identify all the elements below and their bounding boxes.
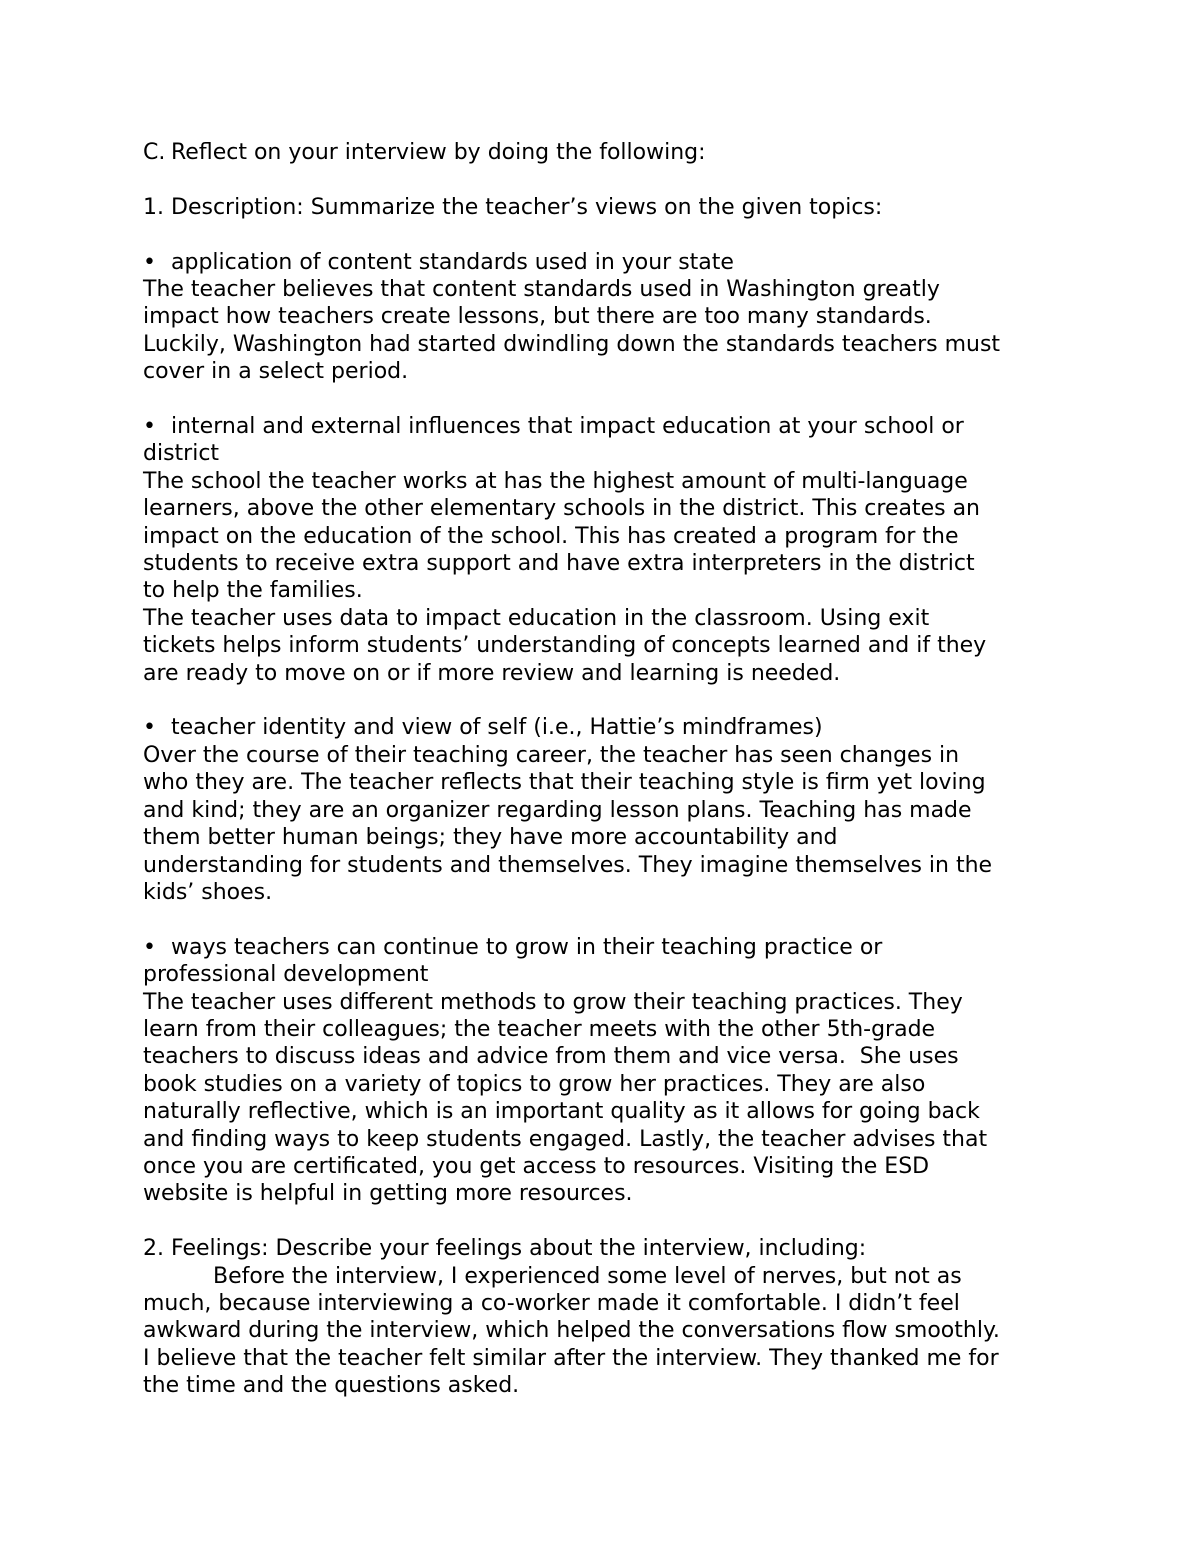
bullet-icon: • — [143, 414, 156, 440]
item-2-heading — [143, 1235, 1068, 1262]
topic-2 — [143, 413, 1068, 687]
bullet-icon: • — [143, 249, 156, 275]
topic-4-body-line: website is helpful in getting more resources. — [143, 1181, 633, 1207]
topic-1-title — [143, 249, 1068, 276]
section-c-label: C. — [143, 140, 166, 165]
topic-4-title-text: ways teachers can continue to grow in their teaching practice or — [171, 934, 883, 960]
item-2-body-line: the time and the questions asked. — [143, 1373, 520, 1399]
topic-4-body-line: learn from their colleagues; the teacher meets with the other 5th-grade — [143, 1016, 936, 1042]
item-2-body-line: I believe that the teacher felt similar after the interview. They thanked me for — [143, 1345, 999, 1371]
bullet-icon: • — [143, 715, 156, 741]
topic-3-title — [143, 714, 1068, 741]
topic-2-body-line: students to receive extra support and have extra interpreters in the district — [143, 551, 975, 577]
topic-1 — [143, 249, 1068, 386]
topic-3-body-line: Over the course of their teaching career, the teacher has seen changes in — [143, 742, 960, 768]
topic-4-title — [143, 934, 1068, 961]
item-1-number: 1. — [143, 194, 164, 220]
topic-1-body-line: impact how teachers create lessons, but there are too many standards. — [143, 304, 932, 330]
document-page — [143, 139, 1068, 1400]
section-c-heading-text: Reflect on your interview by doing the following: — [171, 140, 706, 165]
topic-1-body-line: Luckily, Washington had started dwindling down the standards teachers must — [143, 331, 1001, 357]
item-2-body-line: Before the interview, I experienced some level of nerves, but not as — [213, 1263, 962, 1289]
topic-2-title-text: internal and external influences that impact education at your school or — [171, 414, 964, 440]
topic-2-body-line: The teacher uses data to impact education in the classroom. Using exit — [143, 605, 930, 631]
topic-2-title — [143, 413, 1068, 440]
topic-1-body-line: cover in a select period. — [143, 359, 409, 385]
topic-4-body-line: and finding ways to keep students engaged. Lastly, the teacher advises that — [143, 1126, 988, 1152]
bullet-icon: • — [143, 934, 156, 960]
item-2-number: 2. — [143, 1236, 164, 1262]
topic-4-body-line: The teacher uses different methods to grow their teaching practices. They — [143, 989, 963, 1015]
section-c-heading — [143, 139, 1068, 166]
topic-3-body-line: kids’ shoes. — [143, 879, 273, 905]
topic-2-body-line: impact on the education of the school. This has created a program for the — [143, 523, 959, 549]
topic-3-body-line: and kind; they are an organizer regarding lesson plans. Teaching has made — [143, 797, 972, 823]
topic-3-body-line: them better human beings; they have more accountability and — [143, 825, 838, 851]
topic-4 — [143, 934, 1068, 1208]
topic-2-title-continued: district — [143, 441, 220, 467]
item-2-heading-text: Feelings: Describe your feelings about the interview, including: — [171, 1236, 867, 1262]
topic-4-body-line: book studies on a variety of topics to grow her practices. They are also — [143, 1071, 926, 1097]
topic-2-body-line: The school the teacher works at has the highest amount of multi-language — [143, 468, 968, 494]
topic-4-body-line: teachers to discuss ideas and advice from them and vice versa. She uses — [143, 1044, 959, 1070]
topic-1-body-line: The teacher believes that content standards used in Washington greatly — [143, 277, 940, 302]
topic-2-body-line: tickets helps inform students’ understanding of concepts learned and if they — [143, 633, 987, 659]
topic-3-body-line: understanding for students and themselves. They imagine themselves in the — [143, 852, 993, 878]
topic-4-body-line: once you are certificated, you get access to resources. Visiting the ESD — [143, 1153, 930, 1179]
topic-3-body-line: who they are. The teacher reflects that their teaching style is firm yet loving — [143, 770, 986, 796]
item-2-body-first-line — [143, 1263, 1068, 1290]
topic-2-body-line: learners, above the other elementary schools in the district. This creates an — [143, 496, 980, 522]
item-2 — [143, 1235, 1068, 1399]
item-2-body-line: much, because interviewing a co-worker made it comfortable. I didn’t feel — [143, 1290, 960, 1316]
topic-4-body-line: naturally reflective, which is an important quality as it allows for going back — [143, 1099, 980, 1125]
item-2-body-line: awkward during the interview, which helped the conversations flow smoothly. — [143, 1318, 1000, 1344]
topic-4-title-continued: professional development — [143, 962, 429, 988]
topic-3-title-text: teacher identity and view of self (i.e., Hattie’s mindframes) — [171, 715, 823, 741]
item-1-heading — [143, 194, 1068, 221]
topic-3 — [143, 714, 1068, 906]
topic-2-body-line: to help the families. — [143, 578, 363, 604]
item-1-heading-text: Description: Summarize the teacher’s views on the given topics: — [171, 194, 883, 220]
topic-2-body-line: are ready to move on or if more review and learning is needed. — [143, 660, 841, 686]
topic-1-title-text: application of content standards used in your state — [171, 249, 734, 275]
